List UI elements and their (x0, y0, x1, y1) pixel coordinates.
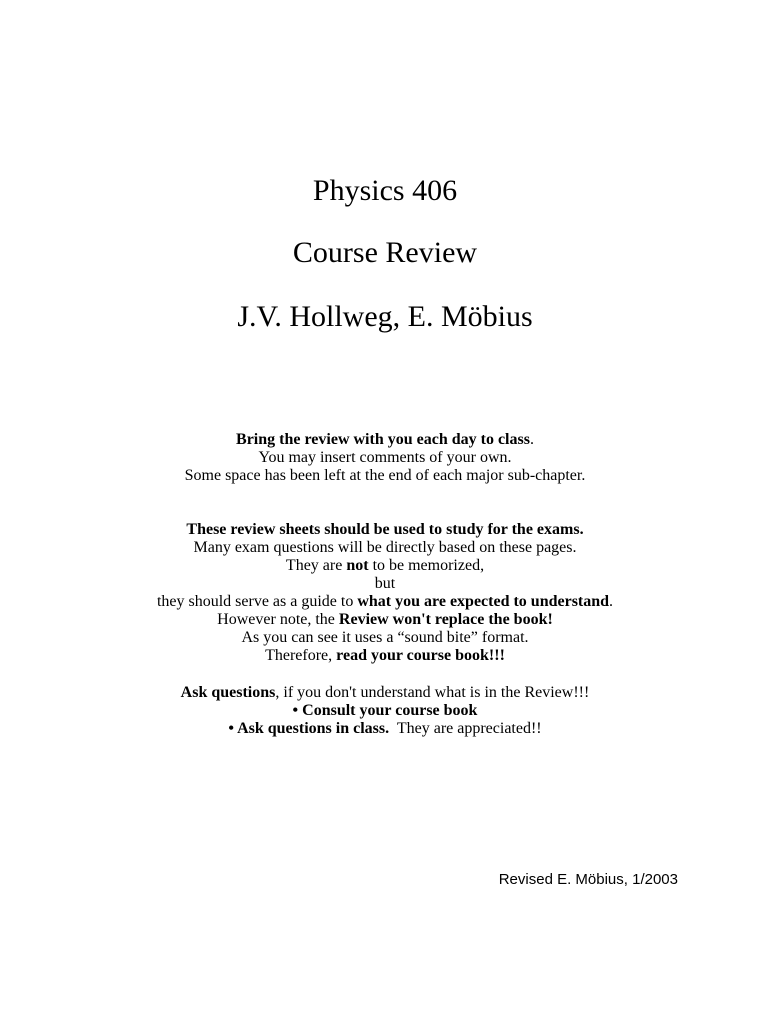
sound-bite-line: As you can see it uses a “sound bite” format. (241, 629, 529, 646)
therefore-pre-text: Therefore, (265, 647, 337, 664)
guide-pre-text: they should serve as a guide to (156, 593, 358, 610)
bring-emphasis: Bring the review with you each day to class (236, 431, 530, 448)
study-emphasis: These review sheets should be used to study for the exams. (186, 521, 584, 538)
bring-tail: . (529, 431, 534, 448)
ask-emphasis: Ask questions (180, 684, 276, 701)
memorized-line (0, 557, 770, 575)
class-emphasis: • Ask questions in class. (228, 720, 390, 737)
class-line (0, 720, 770, 738)
document-subtitle: Course Review (292, 236, 478, 269)
however-pre-text: However note, the (217, 611, 339, 628)
comments-line: You may insert comments of your own. (258, 449, 512, 466)
however-line (0, 611, 770, 629)
course-title: Physics 406 (312, 174, 458, 207)
consult-emphasis: • Consult your course book (292, 702, 478, 719)
however-emphasis: Review won't replace the book! (338, 611, 553, 628)
authors: J.V. Hollweg, E. Möbius (237, 300, 533, 333)
therefore-line (0, 647, 770, 665)
ask-tail: , if you don't understand what is in the Review!!! (275, 684, 590, 701)
consult-line (0, 702, 770, 720)
memorized-text: to be memorized, (368, 557, 485, 574)
usage-paragraph (0, 521, 770, 665)
guide-post-text: . (609, 593, 614, 610)
not-emphasis: not (346, 557, 369, 574)
ask-line (0, 684, 770, 702)
guide-line (0, 593, 770, 611)
but-line: but (374, 575, 396, 592)
space-line: Some space has been left at the end of each major sub-chapter. (184, 467, 586, 484)
class-tail: They are appreciated!! (389, 720, 542, 737)
revision-note: Revised E. Möbius, 1/2003 (498, 871, 678, 888)
study-line (0, 521, 770, 539)
bring-line (0, 431, 770, 449)
questions-paragraph (0, 684, 770, 738)
based-line: Many exam questions will be directly based on these pages. (193, 539, 577, 556)
they-are-text: They are (285, 557, 347, 574)
therefore-emphasis: read your course book!!! (336, 647, 505, 664)
intro-paragraph (0, 431, 770, 485)
guide-emphasis: what you are expected to understand (357, 593, 610, 610)
